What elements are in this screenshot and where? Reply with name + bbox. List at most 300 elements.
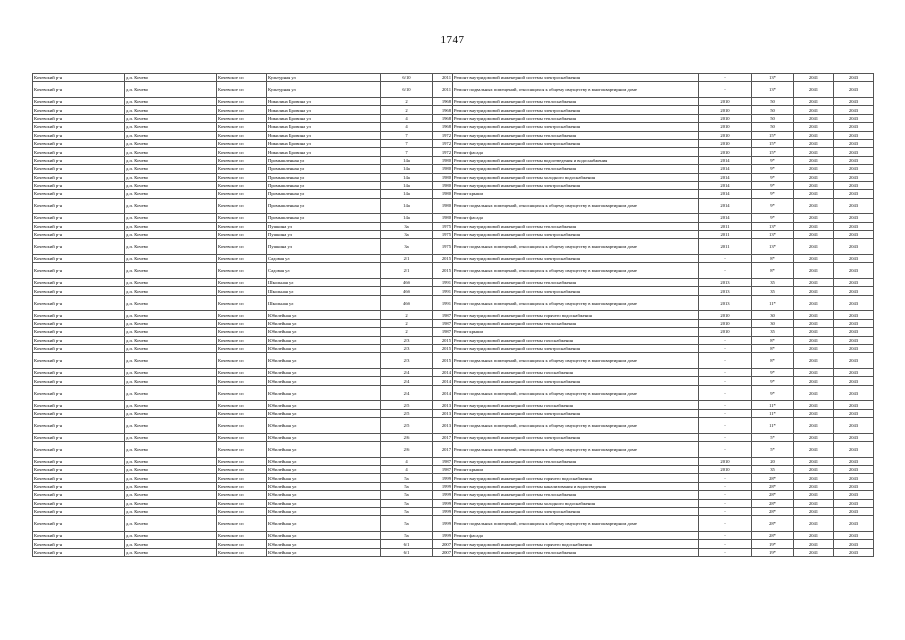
cell-municipality: Кочевское сп [217,474,267,482]
cell-house: 4 [381,466,433,474]
cell-cost: - [699,344,752,352]
cell-year: 2007 [433,540,453,548]
table-row [33,442,874,458]
cell-house: 14а [381,156,433,164]
cell-work: Ремонт крыши [453,466,699,474]
cell-street: Юбилейная ул [267,474,381,482]
cell-house: 2/4 [381,368,433,376]
cell-end-year: 2043 [834,516,874,532]
table-row [33,311,874,319]
cell-street: Юбилейная ул [267,344,381,352]
cell-work: Ремонт внутридомовой инженерной системы теплоснабжения [453,457,699,465]
cell-house: 6/1 [381,548,433,556]
cell-house: 46б [381,287,433,295]
cell-work: Ремонт крыши [453,328,699,336]
table-row [33,139,874,147]
cell-district: Кочевский р-н [33,114,125,122]
cell-house: 5а [381,474,433,482]
table-row [33,97,874,105]
cell-work: Ремонт подвальных помещений, относящихся к общему имуществу в многоквартирном доме [453,239,699,255]
cell-district: Кочевский р-н [33,198,125,214]
cell-street: Юбилейная ул [267,540,381,548]
cell-district: Кочевский р-н [33,214,125,222]
cell-work: Ремонт внутридомовой инженерной системы газоснабжения [453,401,699,409]
cell-municipality: Кочевское сп [217,139,267,147]
cell-street: Юбилейная ул [267,319,381,327]
cell-end-year: 2043 [834,173,874,181]
cell-end-year: 2043 [834,442,874,458]
cell-district: Кочевский р-н [33,457,125,465]
cell-district: Кочевский р-н [33,499,125,507]
cell-house: 2/4 [381,385,433,401]
cell-street: Никилина Бровина ул [267,97,381,105]
cell-settlement: д.п. Кочево [125,548,217,556]
cell-settlement: д.п. Кочево [125,74,217,82]
cell-settlement: д.п. Кочево [125,114,217,122]
cell-start-year: 2041 [794,263,834,279]
cell-end-year: 2043 [834,409,874,417]
cell-work: Ремонт внутридомовой инженерной системы теплоснабжения [453,491,699,499]
cell-cost: 2010 [699,328,752,336]
cell-house: 5а [381,491,433,499]
cell-end-year: 2043 [834,156,874,164]
cell-municipality: Кочевское сп [217,255,267,263]
cell-year: 1999 [433,491,453,499]
cell-cost: 2014 [699,173,752,181]
cell-year: 2014 [433,385,453,401]
cell-cost-year: 8* [752,344,794,352]
cell-end-year: 2043 [834,548,874,556]
cell-district: Кочевский р-н [33,181,125,189]
cell-end-year: 2043 [834,231,874,239]
cell-municipality: Кочевское сп [217,156,267,164]
cell-district: Кочевский р-н [33,418,125,434]
cell-year: 1999 [433,508,453,516]
cell-start-year: 2041 [794,433,834,441]
cell-year: 1999 [433,474,453,482]
table-row [33,165,874,173]
cell-start-year: 2041 [794,287,834,295]
cell-settlement: д.п. Кочево [125,442,217,458]
cell-street: Садовая ул [267,263,381,279]
cell-start-year: 2041 [794,123,834,131]
cell-settlement: д.п. Кочево [125,148,217,156]
cell-end-year: 2043 [834,198,874,214]
cell-municipality: Кочевское сп [217,239,267,255]
cell-district: Кочевский р-н [33,353,125,369]
cell-start-year: 2041 [794,516,834,532]
cell-district: Кочевский р-н [33,222,125,230]
cell-settlement: д.п. Кочево [125,336,217,344]
cell-street: Пушкина ул [267,222,381,230]
cell-street: Юбилейная ул [267,442,381,458]
cell-house: 4 [381,123,433,131]
cell-house: 5а [381,499,433,507]
cell-start-year: 2041 [794,231,834,239]
cell-year: 1991 [433,279,453,287]
cell-district: Кочевский р-н [33,173,125,181]
cell-year: 1987 [433,311,453,319]
cell-work: Ремонт внутридомовой инженерной системы электроснабжения [453,377,699,385]
cell-street: Юбилейная ул [267,516,381,532]
cell-municipality: Кочевское сп [217,508,267,516]
table-row [33,368,874,376]
cell-work: Ремонт внутридомовой инженерной системы теплоснабжения [453,319,699,327]
cell-house: 3а [381,231,433,239]
cell-district: Кочевский р-н [33,263,125,279]
cell-work: Ремонт внутридомовой инженерной системы электроснабжения [453,433,699,441]
cell-settlement: д.п. Кочево [125,532,217,540]
cell-start-year: 2041 [794,328,834,336]
cell-cost: 2010 [699,148,752,156]
cell-work: Ремонт подвальных помещений, относящихся к общему имуществу в многоквартирном доме [453,353,699,369]
cell-end-year: 2043 [834,82,874,98]
cell-municipality: Кочевское сп [217,165,267,173]
cell-district: Кочевский р-н [33,106,125,114]
cell-work: Ремонт подвальных помещений, относящихся к общему имуществу в многоквартирном доме [453,82,699,98]
cell-house: 7 [381,139,433,147]
table-row [33,190,874,198]
cell-year: 1968 [433,123,453,131]
cell-cost-year: 13* [752,74,794,82]
table-row [33,344,874,352]
cell-house: 5а [381,532,433,540]
cell-start-year: 2041 [794,540,834,548]
table-row [33,231,874,239]
cell-cost: - [699,499,752,507]
cell-district: Кочевский р-н [33,287,125,295]
cell-work: Ремонт внутридомовой инженерной системы электроснабжения [453,287,699,295]
cell-municipality: Кочевское сп [217,97,267,105]
cell-start-year: 2041 [794,548,834,556]
cell-cost: - [699,482,752,490]
cell-work: Ремонт внутридомовой инженерной системы теплоснабжения [453,131,699,139]
cell-cost: 2013 [699,295,752,311]
cell-street: Юбилейная ул [267,385,381,401]
cell-district: Кочевский р-н [33,190,125,198]
cell-street: Юбилейная ул [267,548,381,556]
cell-cost-year: 9* [752,181,794,189]
table-row [33,433,874,441]
cell-end-year: 2043 [834,279,874,287]
cell-street: Юбилейная ул [267,311,381,319]
cell-end-year: 2043 [834,263,874,279]
cell-end-year: 2043 [834,165,874,173]
cell-end-year: 2043 [834,181,874,189]
cell-cost: 2010 [699,139,752,147]
cell-year: 1999 [433,499,453,507]
cell-house: 14а [381,173,433,181]
cell-settlement: д.п. Кочево [125,319,217,327]
cell-cost: - [699,255,752,263]
table-row [33,295,874,311]
cell-cost: - [699,82,752,98]
cell-year: 2015 [433,344,453,352]
cell-end-year: 2043 [834,353,874,369]
cell-end-year: 2043 [834,295,874,311]
cell-district: Кочевский р-н [33,377,125,385]
cell-cost: - [699,74,752,82]
cell-start-year: 2041 [794,319,834,327]
cell-street: Никилина Бровина ул [267,139,381,147]
table-row [33,279,874,287]
cell-street: Юбилейная ул [267,491,381,499]
cell-start-year: 2041 [794,222,834,230]
cell-year: 1972 [433,139,453,147]
cell-district: Кочевский р-н [33,311,125,319]
cell-street: Никилина Бровина ул [267,123,381,131]
cell-settlement: д.п. Кочево [125,255,217,263]
table-row [33,123,874,131]
cell-house: 14а [381,214,433,222]
cell-street: Юбилейная ул [267,482,381,490]
cell-street: Промышленная ул [267,156,381,164]
cell-street: Пушкина ул [267,231,381,239]
table-row [33,516,874,532]
cell-year: 1972 [433,148,453,156]
cell-street: Юбилейная ул [267,409,381,417]
cell-municipality: Кочевское сп [217,409,267,417]
cell-work: Ремонт внутридомовой инженерной системы электроснабжения [453,123,699,131]
cell-cost-year: 5* [752,442,794,458]
cell-end-year: 2043 [834,139,874,147]
cell-house: 7 [381,148,433,156]
cell-municipality: Кочевское сп [217,377,267,385]
cell-cost-year: 11* [752,401,794,409]
cell-municipality: Кочевское сп [217,311,267,319]
cell-municipality: Кочевское сп [217,82,267,98]
cell-street: Культурная ул [267,82,381,98]
cell-cost: - [699,385,752,401]
cell-year: 2015 [433,255,453,263]
cell-municipality: Кочевское сп [217,499,267,507]
cell-year: 2013 [433,418,453,434]
cell-work: Ремонт подвальных помещений, относящихся к общему имуществу в многоквартирном доме [453,516,699,532]
cell-district: Кочевский р-н [33,548,125,556]
cell-start-year: 2041 [794,368,834,376]
cell-start-year: 2041 [794,466,834,474]
cell-start-year: 2041 [794,385,834,401]
cell-district: Кочевский р-н [33,433,125,441]
cell-district: Кочевский р-н [33,82,125,98]
cell-municipality: Кочевское сп [217,336,267,344]
cell-municipality: Кочевское сп [217,457,267,465]
cell-cost: - [699,409,752,417]
cell-municipality: Кочевское сп [217,548,267,556]
cell-house: 46б [381,279,433,287]
cell-municipality: Кочевское сп [217,433,267,441]
cell-work: Ремонт внутридомовой инженерной системы горячего водоснабжения [453,540,699,548]
cell-work: Ремонт фасада [453,532,699,540]
cell-house: 3а [381,222,433,230]
cell-year: 2011 [433,82,453,98]
cell-year: 2011 [433,74,453,82]
cell-street: Юбилейная ул [267,499,381,507]
cell-start-year: 2041 [794,344,834,352]
cell-cost: 2010 [699,123,752,131]
cell-start-year: 2041 [794,106,834,114]
cell-cost: 2010 [699,457,752,465]
cell-cost-year: 35 [752,279,794,287]
cell-year: 1972 [433,131,453,139]
cell-end-year: 2043 [834,97,874,105]
cell-house: 4 [381,457,433,465]
cell-cost-year: 35 [752,466,794,474]
table-row [33,131,874,139]
cell-settlement: д.п. Кочево [125,222,217,230]
cell-end-year: 2043 [834,482,874,490]
cell-house: 2/5 [381,418,433,434]
table-row [33,173,874,181]
cell-street: Никилина Бровина ул [267,148,381,156]
cell-cost-year: 9* [752,190,794,198]
table-row [33,385,874,401]
cell-start-year: 2041 [794,508,834,516]
cell-district: Кочевский р-н [33,532,125,540]
cell-municipality: Кочевское сп [217,222,267,230]
table-row [33,82,874,98]
cell-work: Ремонт внутридомовой инженерной системы горячего водоснабжения [453,474,699,482]
cell-end-year: 2043 [834,344,874,352]
cell-district: Кочевский р-н [33,385,125,401]
cell-work: Ремонт внутридомовой инженерной системы водоотведения и водоснабжения [453,156,699,164]
cell-cost-year: 35 [752,328,794,336]
cell-house: 5а [381,508,433,516]
cell-end-year: 2043 [834,106,874,114]
cell-municipality: Кочевское сп [217,123,267,131]
cell-cost: - [699,336,752,344]
cell-cost-year: 11* [752,409,794,417]
cell-municipality: Кочевское сп [217,532,267,540]
cell-street: Юбилейная ул [267,368,381,376]
cell-work: Ремонт внутридомовой инженерной системы холодного водоснабжения [453,499,699,507]
cell-municipality: Кочевское сп [217,482,267,490]
cell-work: Ремонт внутридомовой инженерной системы электроснабжения [453,344,699,352]
cell-year: 1999 [433,482,453,490]
cell-start-year: 2041 [794,279,834,287]
cell-year: 1975 [433,222,453,230]
cell-cost-year: 50 [752,106,794,114]
cell-start-year: 2041 [794,401,834,409]
cell-work: Ремонт подвальных помещений, относящихся к общему имуществу в многоквартирном доме [453,263,699,279]
cell-cost-year: 9* [752,198,794,214]
cell-cost-year: 9* [752,385,794,401]
cell-cost: 2014 [699,198,752,214]
cell-house: 14а [381,198,433,214]
cell-cost-year: 8* [752,255,794,263]
cell-cost-year: 11* [752,295,794,311]
cell-house: 2 [381,328,433,336]
cell-street: Юбилейная ул [267,377,381,385]
cell-municipality: Кочевское сп [217,295,267,311]
cell-cost: - [699,442,752,458]
cell-end-year: 2043 [834,222,874,230]
cell-street: Промышленная ул [267,198,381,214]
cell-year: 2014 [433,368,453,376]
cell-cost: - [699,401,752,409]
cell-cost: 2013 [699,287,752,295]
cell-cost: 2010 [699,311,752,319]
cell-settlement: д.п. Кочево [125,328,217,336]
cell-municipality: Кочевское сп [217,106,267,114]
cell-street: Пушкина ул [267,239,381,255]
cell-work: Ремонт внутридомовой инженерной системы теплоснабжения [453,114,699,122]
cell-street: Школьная ул [267,295,381,311]
cell-street: Никилина Бровина ул [267,131,381,139]
cell-district: Кочевский р-н [33,442,125,458]
table-row [33,239,874,255]
cell-cost-year: 28* [752,532,794,540]
cell-street: Культурная ул [267,74,381,82]
cell-cost-year: 13* [752,82,794,98]
cell-year: 2017 [433,433,453,441]
cell-work: Ремонт внутридомовой инженерной системы газоснабжения [453,368,699,376]
cell-settlement: д.п. Кочево [125,190,217,198]
cell-end-year: 2043 [834,131,874,139]
table-row [33,409,874,417]
table-row [33,548,874,556]
cell-year: 1975 [433,231,453,239]
cell-end-year: 2043 [834,499,874,507]
cell-end-year: 2043 [834,433,874,441]
cell-municipality: Кочевское сп [217,491,267,499]
cell-end-year: 2043 [834,385,874,401]
cell-work: Ремонт внутридомовой инженерной системы газоснабжения [453,336,699,344]
cell-cost-year: 9* [752,214,794,222]
cell-house: 2/3 [381,353,433,369]
cell-year: 2013 [433,401,453,409]
cell-house: 2/6 [381,442,433,458]
cell-district: Кочевский р-н [33,255,125,263]
cell-cost: - [699,474,752,482]
cell-cost: 2014 [699,156,752,164]
cell-work: Ремонт внутридомовой инженерной системы теплоснабжения [453,548,699,556]
cell-street: Школьная ул [267,279,381,287]
cell-year: 1980 [433,190,453,198]
cell-settlement: д.п. Кочево [125,239,217,255]
table-row [33,466,874,474]
cell-settlement: д.п. Кочево [125,295,217,311]
cell-end-year: 2043 [834,540,874,548]
cell-start-year: 2041 [794,474,834,482]
cell-work: Ремонт внутридомовой инженерной системы канализования и водоотведения [453,482,699,490]
cell-district: Кочевский р-н [33,239,125,255]
cell-settlement: д.п. Кочево [125,131,217,139]
cell-end-year: 2043 [834,319,874,327]
cell-house: 14а [381,190,433,198]
cell-district: Кочевский р-н [33,295,125,311]
cell-start-year: 2041 [794,97,834,105]
cell-municipality: Кочевское сп [217,466,267,474]
cell-year: 1980 [433,156,453,164]
cell-district: Кочевский р-н [33,466,125,474]
cell-settlement: д.п. Кочево [125,139,217,147]
cell-municipality: Кочевское сп [217,263,267,279]
cell-cost: - [699,491,752,499]
cell-municipality: Кочевское сп [217,287,267,295]
cell-house: 2 [381,97,433,105]
cell-year: 1987 [433,457,453,465]
cell-work: Ремонт подвальных помещений, относящихся к общему имуществу в многоквартирном доме [453,198,699,214]
cell-street: Юбилейная ул [267,457,381,465]
cell-work: Ремонт внутридомовой инженерной системы теплоснабжения [453,165,699,173]
cell-cost: 2010 [699,97,752,105]
cell-cost: 2011 [699,222,752,230]
cell-municipality: Кочевское сп [217,418,267,434]
cell-year: 1999 [433,516,453,532]
cell-work: Ремонт подвальных помещений, относящихся к общему имуществу в многоквартирном доме [453,418,699,434]
cell-settlement: д.п. Кочево [125,97,217,105]
